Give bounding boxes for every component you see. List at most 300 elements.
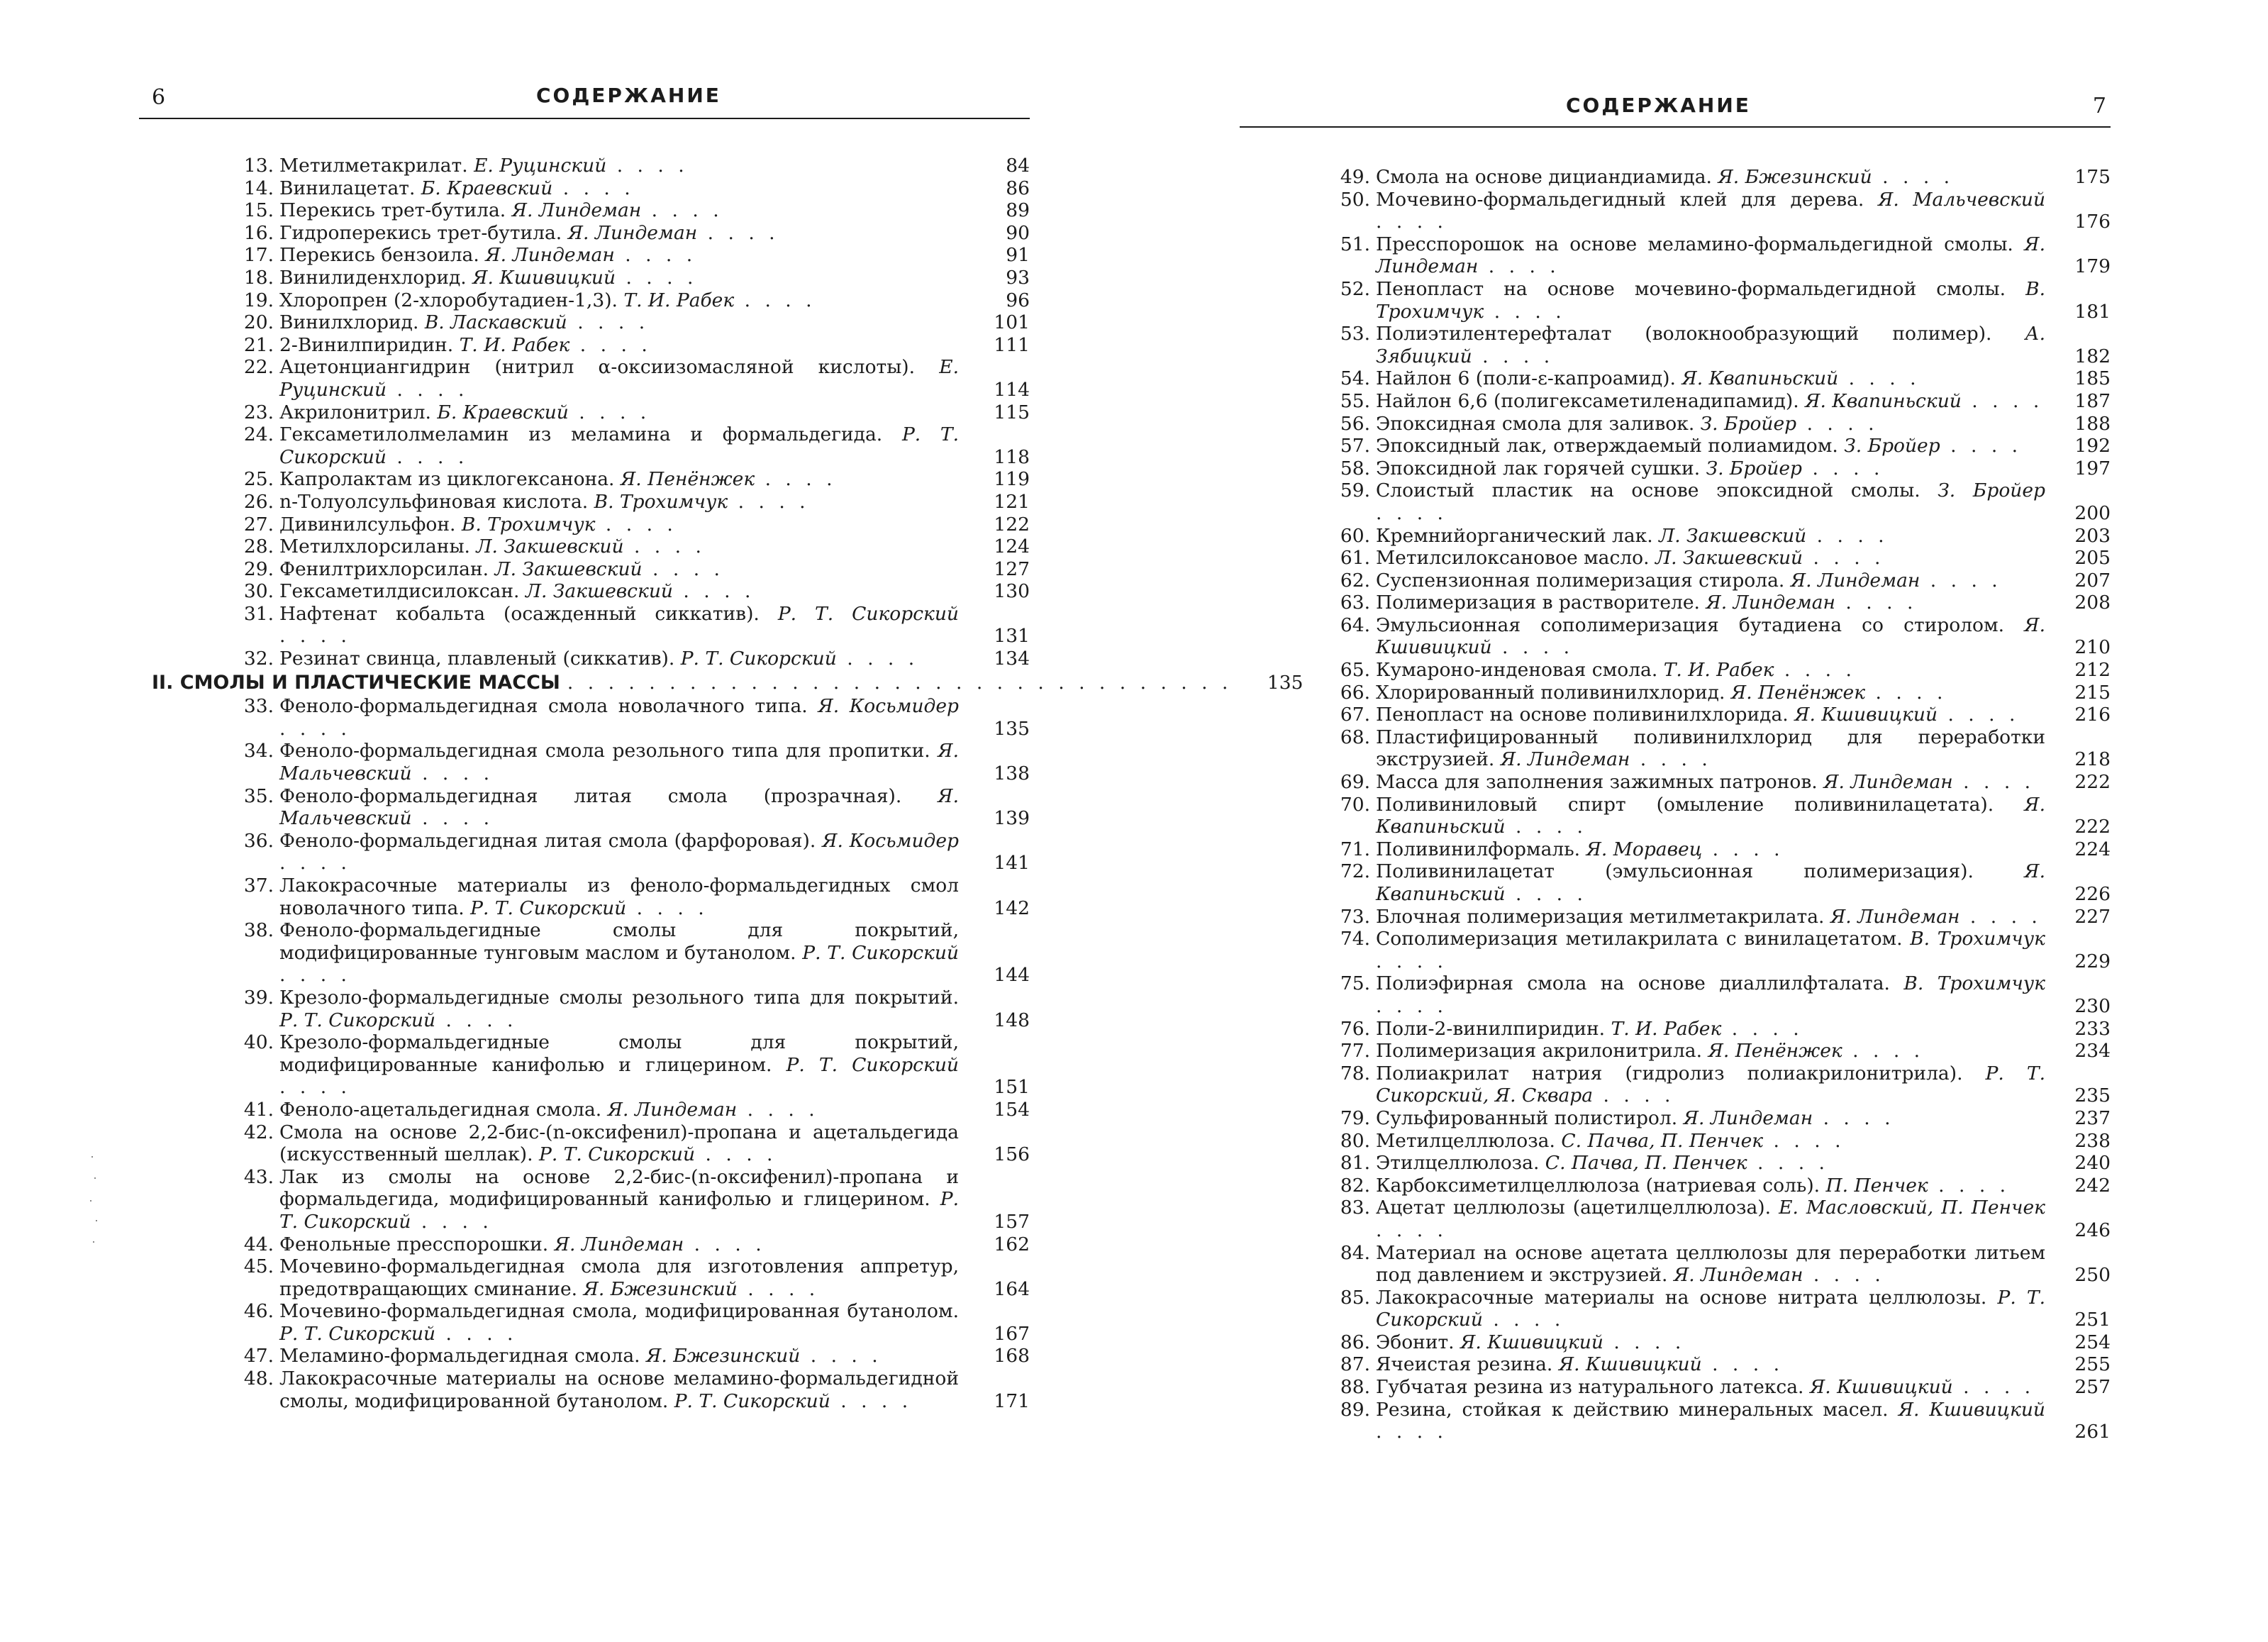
entry-text	[1376, 570, 2045, 592]
toc-entry	[1240, 906, 2111, 928]
dot-leader: . . . .	[1630, 748, 1712, 771]
dot-leader: . . . .	[1774, 659, 1856, 682]
entry-page-number: 251	[2074, 1309, 2111, 1331]
dot-leader: . . . .	[1813, 1106, 1895, 1129]
entry-number: 46.	[243, 1300, 274, 1323]
entry-title: Эмульсионная сополимеризация бутадиена со стиролом.	[1376, 614, 2025, 636]
entry-title: Акрилонитрил.	[279, 401, 438, 423]
toc-entry	[1240, 1152, 2111, 1175]
entry-page-number: 237	[2074, 1106, 2111, 1129]
left-page-number: 6	[152, 85, 166, 110]
entry-page-number: 261	[2074, 1421, 2111, 1443]
toc-entry	[139, 514, 1030, 536]
dot-leader: . . . .	[1803, 547, 1885, 570]
toc-entry	[139, 244, 1030, 267]
entry-number: 39.	[243, 986, 274, 1009]
toc-entry	[1240, 1353, 2111, 1376]
entry-text	[1376, 525, 2045, 548]
toc-entry	[1240, 1175, 2111, 1197]
entry-number: 80.	[1340, 1129, 1370, 1152]
entry-page-number: 175	[2074, 166, 2111, 188]
entry-title: Полиэфирная смола на основе диаллилфталата.	[1376, 972, 1904, 995]
entry-author: Я. Линдеман	[1500, 748, 1630, 771]
entry-page-number: 114	[994, 378, 1030, 401]
entry-page-number: 250	[2074, 1264, 2111, 1287]
entry-title: Материал на основе ацетата целлюлозы для переработки литьем под давлением и экструзией.	[1376, 1241, 2045, 1287]
entry-text	[1376, 323, 2045, 367]
entry-text	[279, 1345, 959, 1368]
entry-author: Я. Линдеман	[511, 199, 642, 222]
entry-text	[279, 1300, 959, 1345]
entry-author: В. Трохимчук	[1903, 972, 2045, 995]
entry-text	[279, 558, 959, 581]
entry-number: 27.	[243, 513, 274, 536]
dot-leader: . . . .	[279, 717, 351, 740]
entry-text	[1376, 1130, 2045, 1153]
toc-entry	[1240, 367, 2111, 390]
entry-text	[279, 468, 959, 491]
dot-leader: . . . .	[1796, 412, 1879, 435]
toc-entry	[139, 468, 1030, 491]
entry-author: Я. Линдеман	[554, 1233, 684, 1255]
toc-entry	[139, 267, 1030, 289]
entry-text	[279, 222, 959, 245]
toc-entry	[1240, 1063, 2111, 1107]
dot-leader: . . . .	[1603, 1331, 1686, 1353]
entry-text	[279, 401, 959, 424]
entry-title: Мочевино-формальдегидная смола для изготовления аппретур, предотвращающих сминание.	[279, 1255, 959, 1300]
entry-page-number: 187	[2074, 389, 2111, 412]
dot-leader: . . . .	[1484, 300, 1566, 323]
entry-text	[279, 423, 959, 468]
entry-title: Суспензионная полимеризация стирола.	[1376, 569, 1791, 592]
entry-page-number: 89	[1006, 199, 1030, 222]
entry-author: Я. Линдеман	[1683, 1106, 1813, 1129]
entry-number: 30.	[243, 580, 274, 603]
entry-text	[279, 1255, 959, 1300]
entry-author: Я. Мальчевский	[1877, 188, 2046, 211]
entry-title: Фенольные пресспорошки.	[279, 1233, 555, 1255]
toc-entry	[1240, 1376, 2111, 1399]
entry-number: 72.	[1340, 860, 1370, 883]
entry-text	[1376, 1197, 2045, 1241]
entry-page-number: 255	[2074, 1353, 2111, 1376]
entry-title: Феноло-формальдегидная смола резольного типа для пропитки.	[279, 740, 938, 762]
dot-leader: . . . .	[1952, 771, 2035, 794]
entry-author: Я. Мальчевский	[279, 740, 959, 785]
entry-number: 68.	[1340, 726, 1370, 748]
dot-leader: . . . .	[279, 964, 351, 987]
entry-title: Смола на основе дициандиамида.	[1376, 166, 1718, 188]
toc-entry	[139, 423, 1030, 468]
entry-title: Винилацетат.	[279, 177, 421, 199]
entry-author: Я. Линдеман	[1673, 1264, 1803, 1287]
entry-number: 32.	[243, 648, 274, 670]
entry-text	[1376, 838, 2045, 861]
entry-title: Эбонит.	[1376, 1331, 1461, 1353]
entry-number: 42.	[243, 1121, 274, 1143]
toc-entry	[139, 695, 1030, 740]
dot-leader: . . . .	[836, 648, 919, 670]
entry-page-number: 182	[2074, 345, 2111, 367]
toc-entry	[139, 1099, 1030, 1121]
dot-leader: . . . .	[279, 852, 351, 875]
dot-leader: . . . .	[755, 468, 837, 491]
entry-number: 17.	[243, 244, 274, 267]
entry-page-number: 130	[994, 580, 1030, 603]
dot-leader: . . . .	[606, 155, 689, 177]
entry-number: 52.	[1340, 277, 1370, 300]
entry-number: 69.	[1340, 771, 1370, 794]
entry-page-number: 167	[994, 1322, 1030, 1345]
entry-page-number: 90	[1006, 221, 1030, 244]
entry-number: 26.	[243, 490, 274, 513]
entry-page-number: 135	[994, 717, 1030, 740]
toc-entry	[139, 1255, 1030, 1300]
entry-text	[1376, 479, 2045, 524]
entry-author: Я. Кшивицкий	[1376, 614, 2045, 659]
toc-entry	[139, 356, 1030, 401]
dot-leader: . . . .	[1482, 1309, 1565, 1331]
toc-entry	[139, 222, 1030, 245]
entry-page-number: 121	[994, 490, 1030, 513]
toc-entry	[1240, 1107, 2111, 1130]
entry-text	[1376, 278, 2045, 323]
entry-text	[1376, 928, 2045, 972]
entry-author: Т. И. Рабек	[1663, 659, 1774, 682]
entry-text	[279, 155, 959, 177]
entry-text	[1376, 435, 2045, 457]
entry-number: 87.	[1340, 1353, 1370, 1376]
entry-title: Метилцеллюлоза.	[1376, 1129, 1562, 1152]
entry-number: 41.	[243, 1098, 274, 1121]
entry-page-number: 122	[994, 513, 1030, 536]
entry-author: В. Трохимчук	[461, 513, 596, 536]
entry-author: Р. Т. Сикорский	[777, 602, 959, 625]
entry-title: Гидроперекись трет-бутила.	[279, 221, 568, 244]
entry-number: 20.	[243, 311, 274, 334]
entry-number: 21.	[243, 333, 274, 356]
entry-title: Феноло-формальдегидная литая смола (фарфоровая).	[279, 829, 823, 852]
dot-leader: . . . .	[1928, 1174, 2011, 1197]
dot-leader: . . . .	[1872, 166, 1955, 188]
entry-number: 37.	[243, 875, 274, 897]
entry-number: 88.	[1340, 1376, 1370, 1399]
entry-number: 56.	[1340, 412, 1370, 435]
entry-author: Я. Линдеман	[607, 1098, 738, 1121]
entry-title: Кумароно-инденовая смола.	[1376, 659, 1664, 682]
dot-leader: . . . .	[1960, 905, 2042, 928]
entry-page-number: 131	[994, 625, 1030, 648]
entry-page-number: 162	[994, 1233, 1030, 1255]
entry-author: Р. Т. Сикорский	[538, 1143, 696, 1166]
entry-number: 45.	[243, 1255, 274, 1278]
toc-entry	[139, 740, 1030, 784]
entry-text	[279, 1121, 959, 1166]
dot-leader: . . . .	[279, 1076, 351, 1099]
entry-title: Мочевино-формальдегидный клей для дерева.	[1376, 188, 1878, 211]
entry-title: Этилцеллюлоза.	[1376, 1152, 1545, 1175]
entry-text	[279, 536, 959, 558]
section-page-number: 135	[1267, 671, 1303, 694]
entry-author: Р. Т. Сикорский	[786, 1053, 959, 1076]
entry-author: Я. Кшивицкий	[1460, 1331, 1603, 1353]
toc-entry	[139, 648, 1030, 670]
entry-page-number: 181	[2074, 300, 2111, 323]
entry-page-number: 86	[1006, 177, 1030, 199]
entry-number: 57.	[1340, 435, 1370, 457]
entry-title: Блочная полимеризация метилметакрилата.	[1376, 905, 1830, 928]
entry-text	[1376, 860, 2045, 905]
toc-entry	[1240, 592, 2111, 614]
dot-leader: . . . .	[1505, 816, 1587, 838]
entry-title: Полимеризация акрилонитрила.	[1376, 1040, 1708, 1063]
entry-text	[279, 311, 959, 334]
entry-title: Метилметакрилат.	[279, 155, 474, 177]
entry-page-number: 134	[994, 648, 1030, 670]
entry-number: 28.	[243, 536, 274, 558]
entry-page-number: 127	[994, 557, 1030, 580]
entry-text	[279, 695, 959, 740]
entry-title: Масса для заполнения зажимных патронов.	[1376, 771, 1824, 794]
entry-author: Е. Руцинский	[474, 155, 607, 177]
entry-page-number: 176	[2074, 211, 2111, 233]
entry-text	[279, 919, 959, 987]
dot-leader: . . . .	[616, 266, 698, 289]
toc-entry	[139, 311, 1030, 334]
entry-author: Я. Кшивицкий	[1558, 1353, 1702, 1376]
entry-title: Эпоксидный лак, отверждаемый полиамидом.	[1376, 435, 1845, 457]
toc-entry	[139, 1300, 1030, 1345]
entry-text	[1376, 1018, 2045, 1041]
dot-leader: . . . .	[1376, 950, 1447, 972]
entry-title: Лакокрасочные материалы на основе нитрата целлюлозы.	[1376, 1286, 1998, 1309]
entry-number: 36.	[243, 829, 274, 852]
entry-number: 16.	[243, 221, 274, 244]
entry-number: 63.	[1340, 592, 1370, 614]
entry-text	[1376, 390, 2045, 413]
entry-text	[279, 289, 959, 312]
entry-title: Метилхлорсиланы.	[279, 536, 477, 558]
toc-entry	[139, 1121, 1030, 1166]
entry-author: Т. И. Рабек	[459, 333, 570, 356]
entry-number: 29.	[243, 557, 274, 580]
right-toc	[1240, 166, 2111, 1443]
dot-leader: . . . .	[1593, 1085, 1675, 1107]
entry-text	[1376, 1107, 2045, 1130]
entry-page-number: 229	[2074, 950, 2111, 972]
entry-title: Резина, стойкая к действию минеральных масел.	[1376, 1398, 1899, 1421]
toc-entry	[1240, 435, 2111, 457]
right-running-title: СОДЕРЖАНИЕ	[1566, 94, 1751, 117]
dot-leader: . . . .	[1802, 457, 1884, 479]
dot-leader: . . . .	[411, 1210, 493, 1233]
dot-leader: . . . .	[1376, 994, 1447, 1017]
entry-page-number: 144	[994, 964, 1030, 987]
entry-page-number: 154	[994, 1098, 1030, 1121]
toc-entry	[1240, 726, 2111, 771]
entry-number: 75.	[1340, 972, 1370, 995]
entry-title: Сополимеризация метилакрилата с винилацетатом.	[1376, 928, 1911, 950]
entry-author: В. Трохимчук	[1376, 277, 2045, 323]
entry-number: 51.	[1340, 233, 1370, 255]
entry-number: 31.	[243, 602, 274, 625]
entry-author: А. Зябицкий	[1376, 323, 2045, 367]
toc-entry	[1240, 1130, 2111, 1153]
toc-entry	[139, 1031, 1030, 1099]
entry-text	[279, 580, 959, 603]
entry-text	[1376, 1353, 2045, 1376]
dot-leader: . . . .	[626, 897, 708, 919]
entry-title: Эпоксидной лак горячей сушки.	[1376, 457, 1706, 479]
toc-entry	[139, 558, 1030, 581]
entry-title: Сульфированный полистирол.	[1376, 1106, 1684, 1129]
entry-page-number: 234	[2074, 1040, 2111, 1063]
toc-entry	[1240, 1197, 2111, 1241]
entry-author: Р. Т. Сикорский	[279, 1188, 959, 1233]
entry-number: 25.	[243, 468, 274, 491]
entry-author: З. Бройер	[1844, 435, 1940, 457]
toc-entry	[1240, 233, 2111, 278]
entry-title: Найлон 6 (поли-ε-капроамид).	[1376, 367, 1682, 390]
entry-author: Я. Кшивицкий	[1898, 1398, 2045, 1421]
entry-number: 55.	[1340, 389, 1370, 412]
entry-page-number: 101	[994, 311, 1030, 334]
entry-page-number: 142	[994, 897, 1030, 919]
entry-number: 40.	[243, 1031, 274, 1054]
toc-entry	[139, 199, 1030, 222]
left-toc	[139, 155, 1303, 1412]
entry-page-number: 141	[994, 852, 1030, 875]
dot-leader: . . . .	[697, 221, 779, 244]
entry-number: 53.	[1340, 323, 1370, 345]
entry-text	[1376, 367, 2045, 390]
toc-entry	[1240, 1399, 2111, 1443]
entry-title: Хлорированный поливинилхлорид.	[1376, 681, 1731, 704]
entry-title: n-Толуолсульфиновая кислота.	[279, 490, 594, 513]
entry-number: 33.	[243, 695, 274, 718]
entry-number: 62.	[1340, 569, 1370, 592]
entry-page-number: 233	[2074, 1017, 2111, 1040]
entry-text	[279, 356, 959, 401]
toc-entry	[139, 401, 1030, 424]
toc-entry	[1240, 771, 2111, 794]
entry-text	[279, 514, 959, 536]
entry-text	[279, 648, 959, 670]
entry-author: Я. Линдеман	[1376, 233, 2045, 278]
entry-author: Л. Закшевский	[476, 536, 624, 558]
entry-author: Л. Закшевский	[1655, 547, 1803, 570]
entry-page-number: 197	[2074, 457, 2111, 479]
entry-author: З. Бройер	[1700, 412, 1797, 435]
toc-entry	[139, 987, 1030, 1031]
dot-leader: . . . .	[642, 557, 724, 580]
entry-text	[1376, 1331, 2045, 1354]
entry-author: Р. Т. Сикорский, Я. Сквара	[1376, 1062, 2046, 1107]
entry-title: Крезоло-формальдегидные смолы резольного типа для покрытий.	[279, 986, 959, 1009]
entry-page-number: 224	[2074, 838, 2111, 860]
toc-entry	[1240, 525, 2111, 548]
entry-number: 61.	[1340, 547, 1370, 570]
entry-number: 70.	[1340, 793, 1370, 816]
entry-number: 66.	[1340, 681, 1370, 704]
entry-page-number: 207	[2074, 569, 2111, 592]
entry-author: Р. Т. Сикорский	[674, 1389, 830, 1412]
entry-text	[1376, 682, 2045, 704]
entry-page-number: 205	[2074, 547, 2111, 570]
dot-leader: . . . .	[1938, 704, 2020, 726]
dot-leader: . . . .	[1747, 1152, 1829, 1175]
entry-author: Р. Т. Сикорский	[1376, 1286, 2045, 1331]
entry-text	[1376, 972, 2045, 1017]
dot-leader: . . . .	[386, 445, 469, 468]
entry-text	[279, 603, 959, 648]
dot-leader: . . . .	[567, 311, 650, 334]
entry-page-number: 124	[994, 536, 1030, 558]
entry-page-number: 242	[2074, 1174, 2111, 1197]
dot-leader: . . . .	[614, 244, 697, 267]
entry-page-number: 222	[2074, 816, 2111, 838]
entry-author: В. Трохимчук	[594, 490, 728, 513]
entry-text	[279, 1233, 959, 1256]
entry-title: Ячеистая резина.	[1376, 1353, 1559, 1376]
entry-text	[1376, 413, 2045, 436]
entry-number: 49.	[1340, 166, 1370, 188]
entry-page-number: 230	[2074, 994, 2111, 1017]
entry-text	[279, 987, 959, 1031]
entry-number: 34.	[243, 740, 274, 762]
entry-page-number: 157	[994, 1210, 1030, 1233]
entry-author: Я. Мальчевский	[279, 784, 959, 830]
dot-leader: . . . .	[1920, 569, 2002, 592]
entry-page-number: 93	[1006, 266, 1030, 289]
toc-entry	[1240, 457, 2111, 480]
entry-author: С. Пачва, П. Пенчек	[1561, 1129, 1764, 1152]
entry-text	[1376, 547, 2045, 570]
dot-leader: . . . .	[1376, 1219, 1447, 1241]
toc-entry	[1240, 413, 2111, 436]
entry-author: Б. Краевский	[421, 177, 553, 199]
dot-leader: . . . .	[1721, 1017, 1803, 1040]
entry-author: Я. Линдеман	[1790, 569, 1920, 592]
dot-leader: . . . .	[1806, 524, 1889, 547]
dot-leader: . . . .	[800, 1345, 882, 1368]
dot-leader: . . . .	[279, 625, 351, 648]
entry-page-number: 185	[2074, 367, 2111, 390]
entry-title: Поли-2-винилпиридин.	[1376, 1017, 1611, 1040]
entry-number: 44.	[243, 1233, 274, 1255]
entry-text	[1376, 614, 2045, 659]
dot-leader: . . . .	[684, 1233, 766, 1255]
entry-author: Я. Косьмидер	[822, 829, 959, 852]
entry-text	[1376, 457, 2045, 480]
right-page-header	[1240, 0, 2111, 118]
entry-title: Лакокрасочные материалы на основе меламино-формальдегидной смолы, модифицированной бутанолом.	[279, 1368, 959, 1412]
entry-number: 67.	[1340, 704, 1370, 726]
entry-text	[1376, 726, 2045, 771]
entry-number: 76.	[1340, 1017, 1370, 1040]
toc-entry	[1240, 860, 2111, 905]
entry-text	[279, 334, 959, 357]
entry-text	[1376, 233, 2045, 278]
entry-page-number: 218	[2074, 748, 2111, 771]
entry-author: Я. Линдеман	[1706, 592, 1835, 614]
toc-entry	[1240, 1242, 2111, 1287]
toc-entry	[139, 491, 1030, 514]
entry-title: Резинат свинца, плавленый (сиккатив).	[279, 648, 681, 670]
entry-title: 2-Винилпиридин.	[279, 333, 460, 356]
toc-entry	[139, 1166, 1030, 1233]
